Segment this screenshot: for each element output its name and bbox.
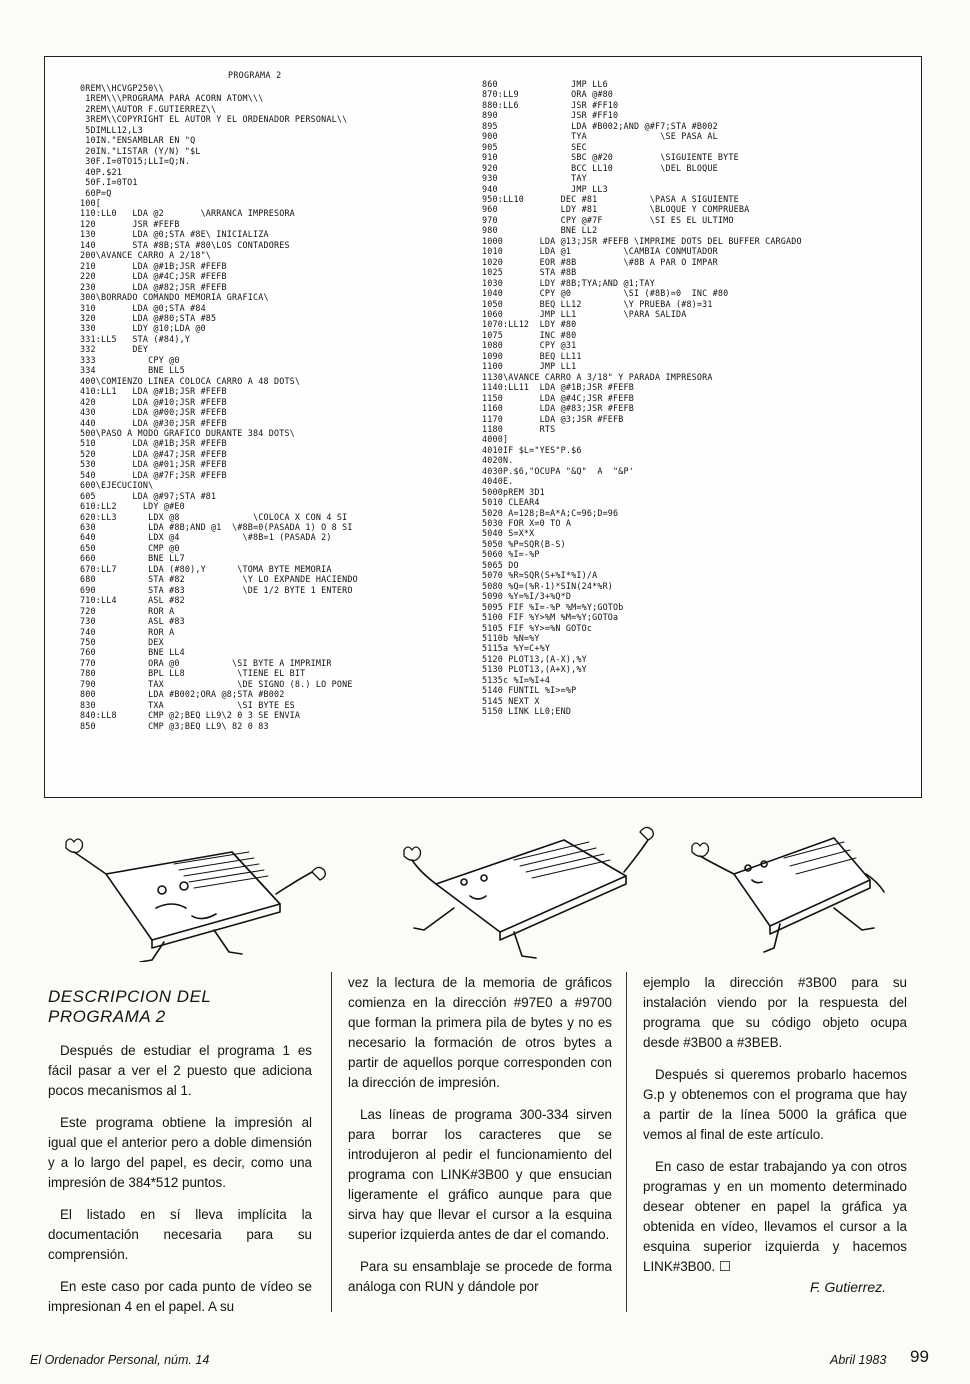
paragraph: Después de estudiar el programa 1 es fácil pasar a ver el 2 puesto que adiciona pocos mecanismos al 1. [48, 1043, 312, 1098]
cartoon-computer-left [66, 839, 325, 962]
code-listing-right: 860 JMP LL6 870:LL9 ORA @#80 880:LL6 JSR #FF10 890 JSR #FF10 895 LDA #B002;AND @#F7;STA #B002 900 TYA \SE PASA AL 905 SEC 910 SBC @#20 \SIGUIENTE BYTE 920 BCC LL10 \DEL BLOQUE 930 TAY 940 JMP LL3 950:LL10 DEC #81 \PASA A SIGUIENTE 960 LDY #81 \BLOQUE Y COMPRUEBA 970 CPY @#7F \SI ES EL ULTIMO 980 BNE LL2 1000 LDA @13;JSR #FEFB \IMPRIME DOTS DEL BUFFER CARGADO 1010 LDA @1 \CAMBIA CONMUTADOR 1020 EOR #8B \#8B A PAR O IMPAR 1025 STA #8B 1030 LDY #8B;TYA;AND @1;TAY 1040 CPY @0 \SI (#8B)=0 INC #80 1050 BEQ LL12 \Y PRUEBA (#8)=31 1060 JMP LL1 \PARA SALIDA 1070:LL12 LDY #80 1075 INC #80 1080 CPY @31 1090 BEQ LL11 1100 JMP LL1 1130\AVANCE CARRO A 3/18" Y PARADA IMPRESORA 1140:LL11 LDA @#1B;JSR #FEFB 1150 LDA @#4C;JSR #FEFB 1160 LDA @#83;JSR #FEFB 1170 LDA @3;JSR #FEFB 1180 RTS 4000] 4010IF $L="YES"P.$6 4020N. 4030P.$6,"OCUPA "&Q" A "&P' 4040E. 5000pREM 3D1 5010 CLEAR4 5020 A=128;B=A*A;C=96;D=96 5030 FOR X=0 TO A 5040 S=X*X 5050 %P=SQR(B-S) 5060 %I=-%P 5065 DO 5070 %R=SQR(S+%I*%I)/A 5080 %Q=(%R-1)*SIN(24*%R) 5090 %Y=%I/3+%Q*D 5095 FIF %I=-%P %M=%Y;GOTOb 5100 FIF %Y>%M %M=%Y;GOTOa 5105 FIF %Y>=%N GOTOc 5110b %N=%Y 5115a %Y=C+%Y 5120 PLOT13,(A-X),%Y 5130 PLOT13,(A+X),%Y 5135c %I=%I+4 5140 FUNTIL %I>=%P 5145 NEXT X 5150 LINK LL0;END [482, 79, 802, 717]
footer-magazine: El Ordenador Personal, núm. 14 [30, 1353, 210, 1367]
article-title-line: PROGRAMA 2 [48, 1007, 166, 1026]
column-divider [626, 972, 627, 1312]
paragraph: Las líneas de programa 300-334 sirven para borrar los caracteres que se introdujeron al pedir el funcionamiento del programa con LINK#3B00 y que ensucian ligeramente el gráfico aunque para que sirva hay que llevar el cursor a la esquina superior izquierda antes de dar el comando. [348, 1107, 612, 1242]
cartoon-computer-middle [404, 827, 653, 958]
paragraph: ejemplo la dirección #3B00 para su instalación viendo por la respuesta del programa que su código objeto ocupa desde #3B00 a #3BEB. [643, 975, 907, 1050]
article-column-1 [48, 1041, 312, 1329]
page-number: 99 [910, 1347, 929, 1366]
paragraph: Para su ensamblaje se procede de forma análoga con RUN y dándole por [348, 1259, 612, 1294]
cartoon-illustration [44, 812, 920, 962]
author-signature: F. Gutierrez. [810, 1279, 886, 1295]
cartoon-computer-right [692, 838, 884, 952]
program-listing-box [44, 56, 922, 798]
paragraph: Después si queremos probarlo hacemos G.p y obtenemos con el programa que hay a partir de la línea 5000 la gráfica que vemos al final de este artículo. [643, 1067, 907, 1142]
paragraph: En caso de estar trabajando ya con otros programas y en un momento determinado desear obtener en papel la gráfica ya obtenida en vídeo, llevamos el cursor a la esquina superior izquierda y hacemos LINK#3B00. ☐ [643, 1159, 907, 1274]
paragraph: vez la lectura de la memoria de gráficos comienza en la dirección #97E0 a #9700 que forman la primera pila de bytes y no es necesario la formación de otros bytes a partir de aquellos porque corresponden con la dirección de impresión. [348, 975, 612, 1090]
paragraph: En este caso por cada punto de vídeo se impresionan 4 en el papel. A su [48, 1279, 312, 1314]
footer-date: Abril 1983 [830, 1353, 887, 1367]
paragraph: El listado en sí lleva implícita la documentación necesaria para su comprensión. [48, 1207, 312, 1262]
article-title [48, 987, 298, 1027]
article-column-2 [348, 973, 612, 1309]
article-title-line: DESCRIPCION DEL [48, 987, 212, 1006]
listing-title: PROGRAMA 2 [228, 70, 282, 80]
code-listing-left: 0REM\\HCVGP250\\ 1REM\\\PROGRAMA PARA ACORN ATOM\\\ 2REM\\AUTOR F.GUTIERREZ\\ 3REM\\COPYRIGHT EL AUTOR Y EL ORDENADOR PERSONAL\\ 5DIMLL12,L3 10IN."ENSAMBLAR EN "Q 20IN."LISTAR (Y/N) "$L 30F.I=0TO15;LLI=Q;N. 40P.$21 50F.I=0TO1 60P=Q 100[ 110:LL0 LDA @2 \ARRANCA IMPRESORA 120 JSR #FEFB 130 LDA @0;STA #8E\ INICIALIZA 140 STA #8B;STA #80\LOS CONTADORES 200\AVANCE CARRO A 2/18"\ 210 LDA @#1B;JSR #FEFB 220 LDA @#4C;JSR #FEFB 230 LDA @#82;JSR #FEFB 300\BORRADO COMANDO MEMORIA GRAFICA\ 310 LDA @0;STA #84 320 LDA @#80;STA #85 330 LDY @10;LDA @0 331:LL5 STA (#84),Y 332 DEY 333 CPY @0 334 BNE LL5 400\COMIENZO LINEA COLOCA CARRO A 48 DOTS\ 410:LL1 LDA @#1B;JSR #FEFB 420 LDA @#10;JSR #FEFB 430 LDA @#00;JSR #FEFB 440 LDA @#30;JSR #FEFB 500\PASO A MODO GRAFICO DURANTE 384 DOTS\ 510 LDA @#1B;JSR #FEFB 520 LDA @#47;JSR #FEFB 530 LDA @#01;JSR #FEFB 540 LDA @#7F;JSR #FEFB 600\EJECUCION\ 605 LDA @#97;STA #81 610:LL2 LDY @#E0 620:LL3 LDX @8 \COLOCA X CON 4 SI 630 LDA #8B;AND @1 \#8B=0(PASADA 1) O 8 SI 640 LDX @4 \#8B=1 (PASADA 2) 650 CMP @0 660 BNE LL7 670:LL7 LDA (#80),Y \TOMA BYTE MEMORIA 680 STA #82 \Y LO EXPANDE HACIENDO 690 STA #83 \DE 1/2 BYTE 1 ENTERO 710:LL4 ASL #82 720 ROR A 730 ASL #83 740 ROR A 750 DEX 760 BNE LL4 770 ORA @0 \SI BYTE A IMPRIMIR 780 BPL LL8 \TIENE EL BIT 790 TAX \DE SIGNO (8.) LO PONE 800 LDA #B002;ORA @8;STA #B002 830 TXA \SI BYTE ES 840:LL8 CMP @2;BEQ LL9\2 0 3 SE ENVIA 850 CMP @3;BEQ LL9\ 82 0 83 [80, 83, 358, 731]
paragraph: Este programa obtiene la impresión al igual que el anterior pero a doble dimensión y a lo largo del papel, es decir, como una impresión de 384*512 puntos. [48, 1115, 312, 1190]
column-divider [331, 972, 332, 1312]
article-column-3 [643, 973, 907, 1289]
